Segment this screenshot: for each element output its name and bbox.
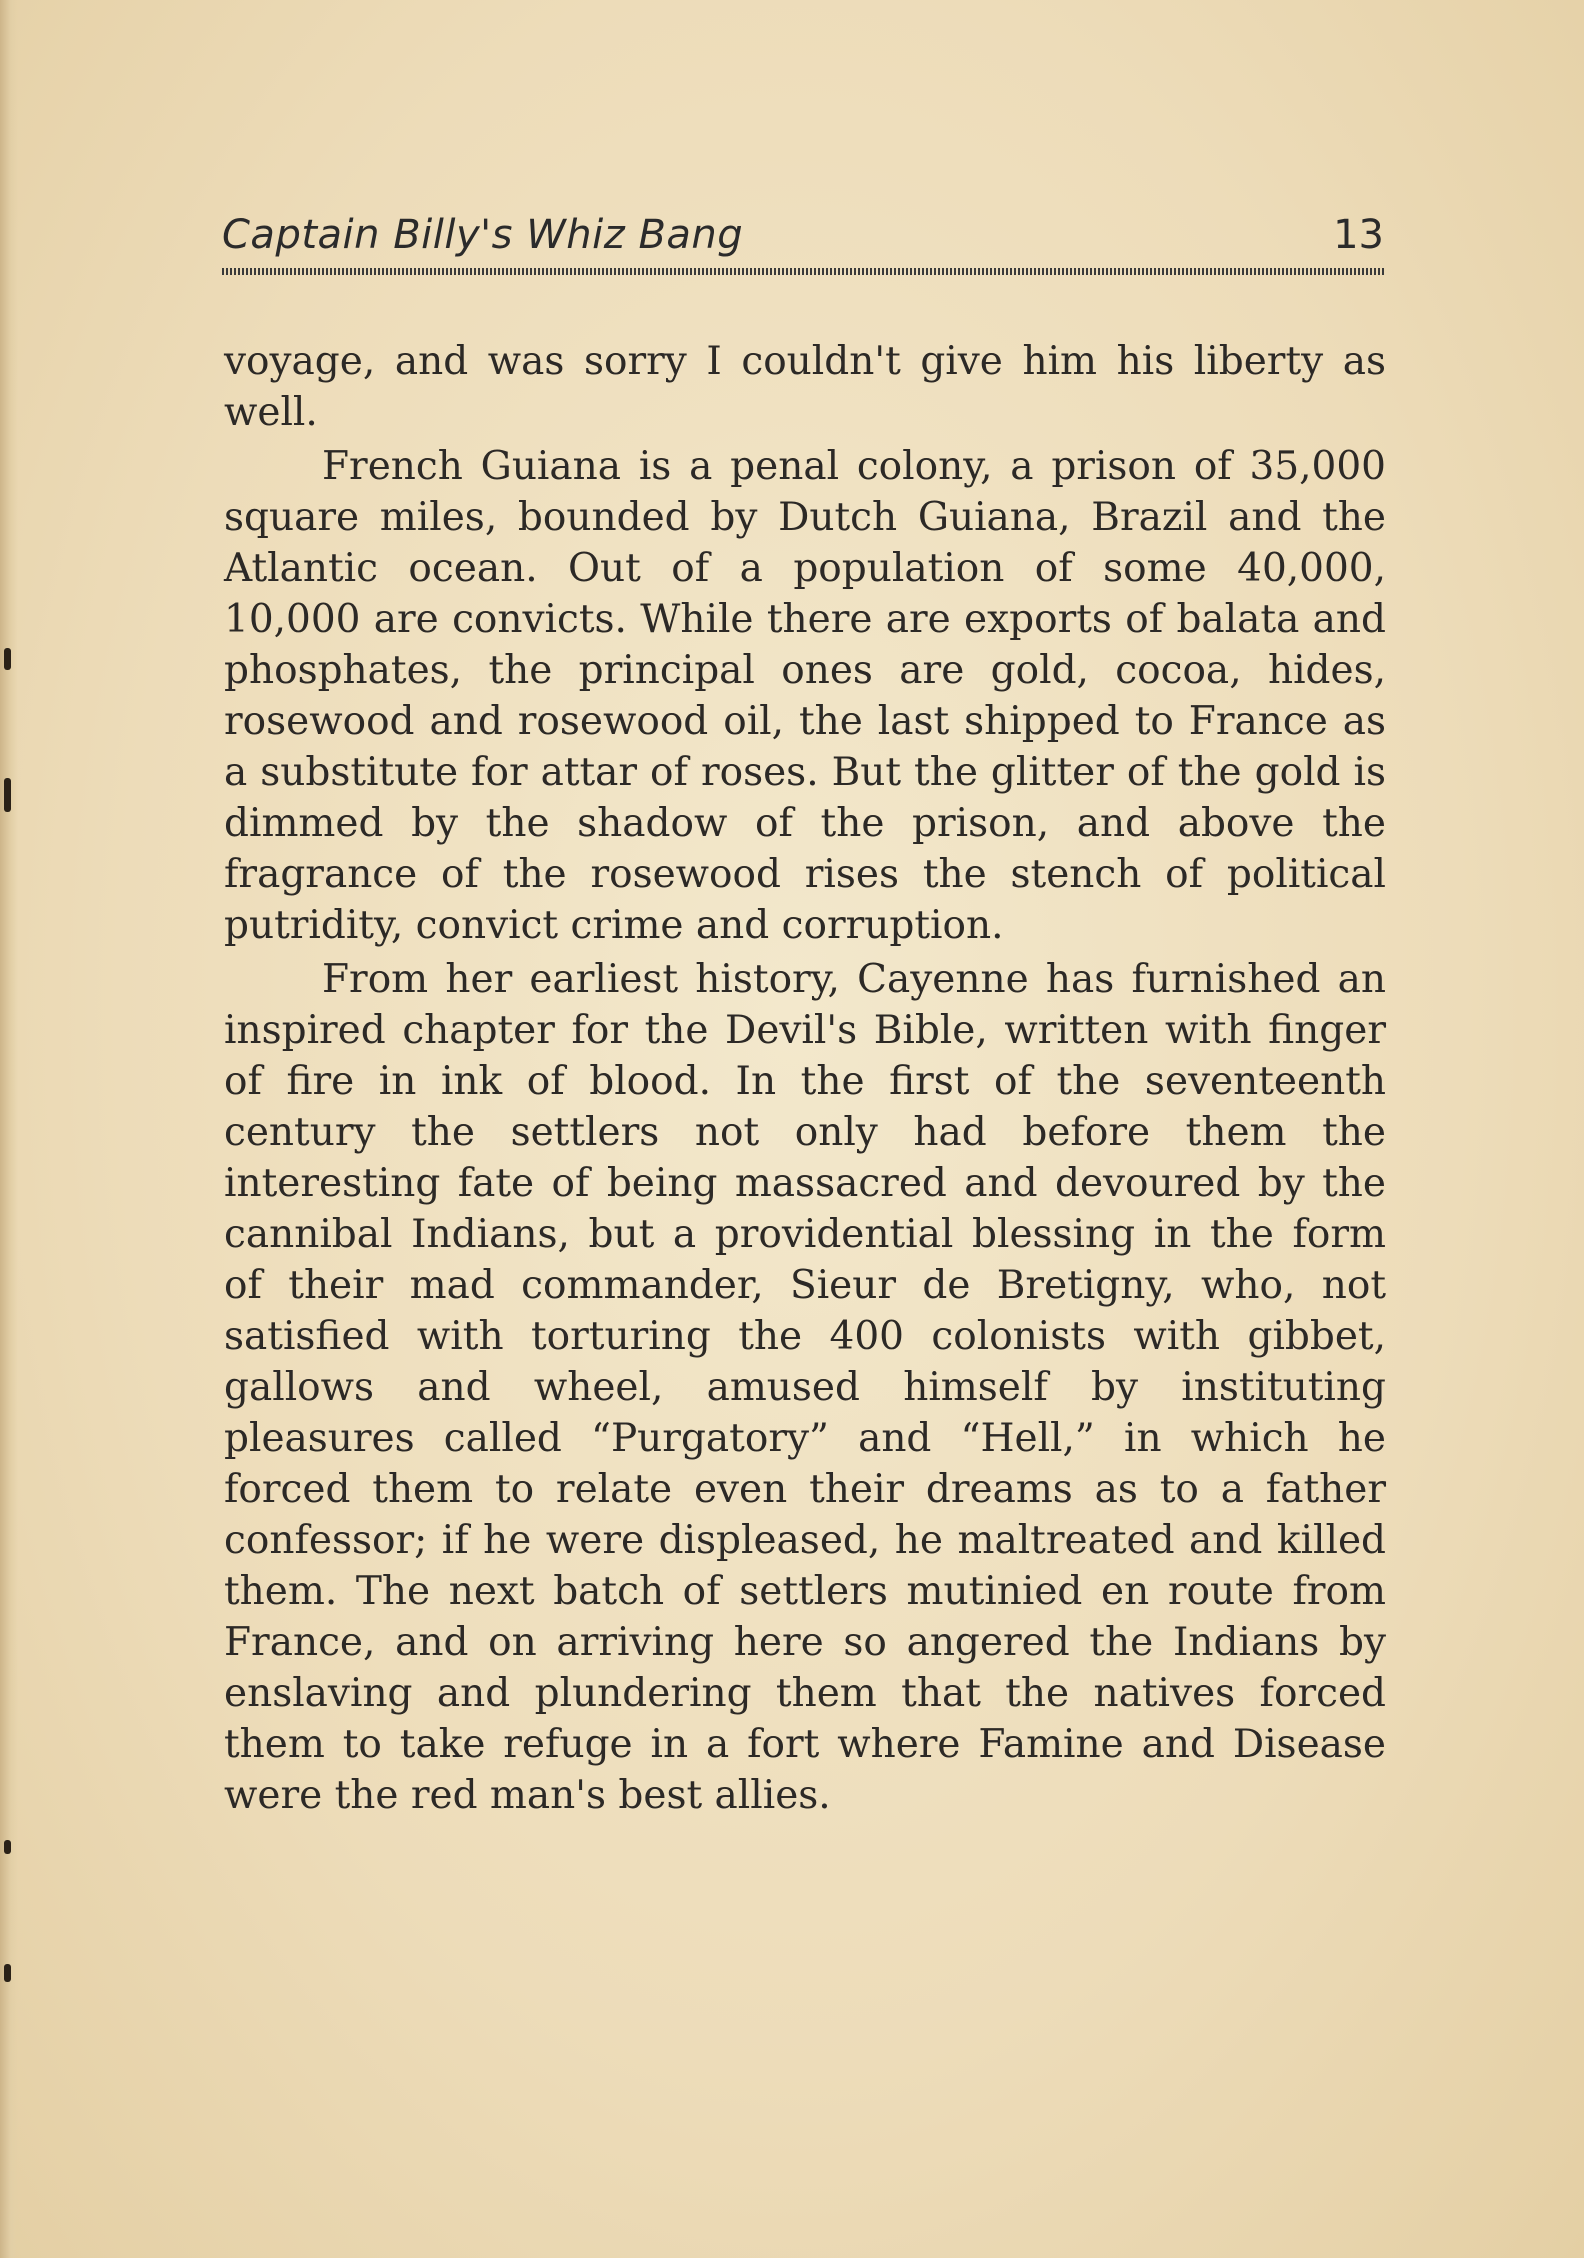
running-header [222,212,1384,282]
header-rule [222,268,1384,275]
page-number: 13 [1333,212,1384,258]
binding-thread-mark [4,778,11,812]
page-binding-edge [0,0,18,2258]
binding-thread-mark [4,648,11,670]
paragraph: French Guiana is a penal colony, a prison of 35,000 square miles, bounded by Dutch Guiana, Brazil and the Atlantic ocean. Out of a population of some 40,000, 10,000 are convicts. While there are exports of balata and phosphates, the principal ones are gold, cocoa, hides, rosewood and rosewood oil, the last shipped to France as a substitute for attar of roses. But the glitter of the gold is dimmed by the shadow of the prison, and above the fragrance of the rosewood rises the stench of political putridity, convict crime and corruption. [224,444,1386,948]
binding-thread-mark [4,1964,11,1982]
body-text [224,336,1386,1821]
paragraph: voyage, and was sorry I couldn't give him his liberty as well. [224,339,1386,435]
paragraph: From her earliest history, Cayenne has furnished an inspired chapter for the Devil's Bible, written with finger of fire in ink of blood. In the first of the seventeenth century the settlers not only had before them the interesting fate of being massacred and devoured by the cannibal Indians, but a providential blessing in the form of their mad commander, Sieur de Bretigny, who, not satisfied with torturing the 400 colonists with gibbet, gallows and wheel, amused himself by instituting pleasures called “Purgatory” and “Hell,” in which he forced them to relate even their dreams as to a father confessor; if he were displeased, he maltreated and killed them. The next batch of settlers mutinied en route from France, and on arriving here so angered the Indians by enslaving and plundering them that the natives forced them to take refuge in a fort where Famine and Disease were the red man's best allies. [224,957,1386,1818]
running-title: Captain Billy's Whiz Bang [222,212,744,258]
binding-thread-mark [4,1840,11,1854]
